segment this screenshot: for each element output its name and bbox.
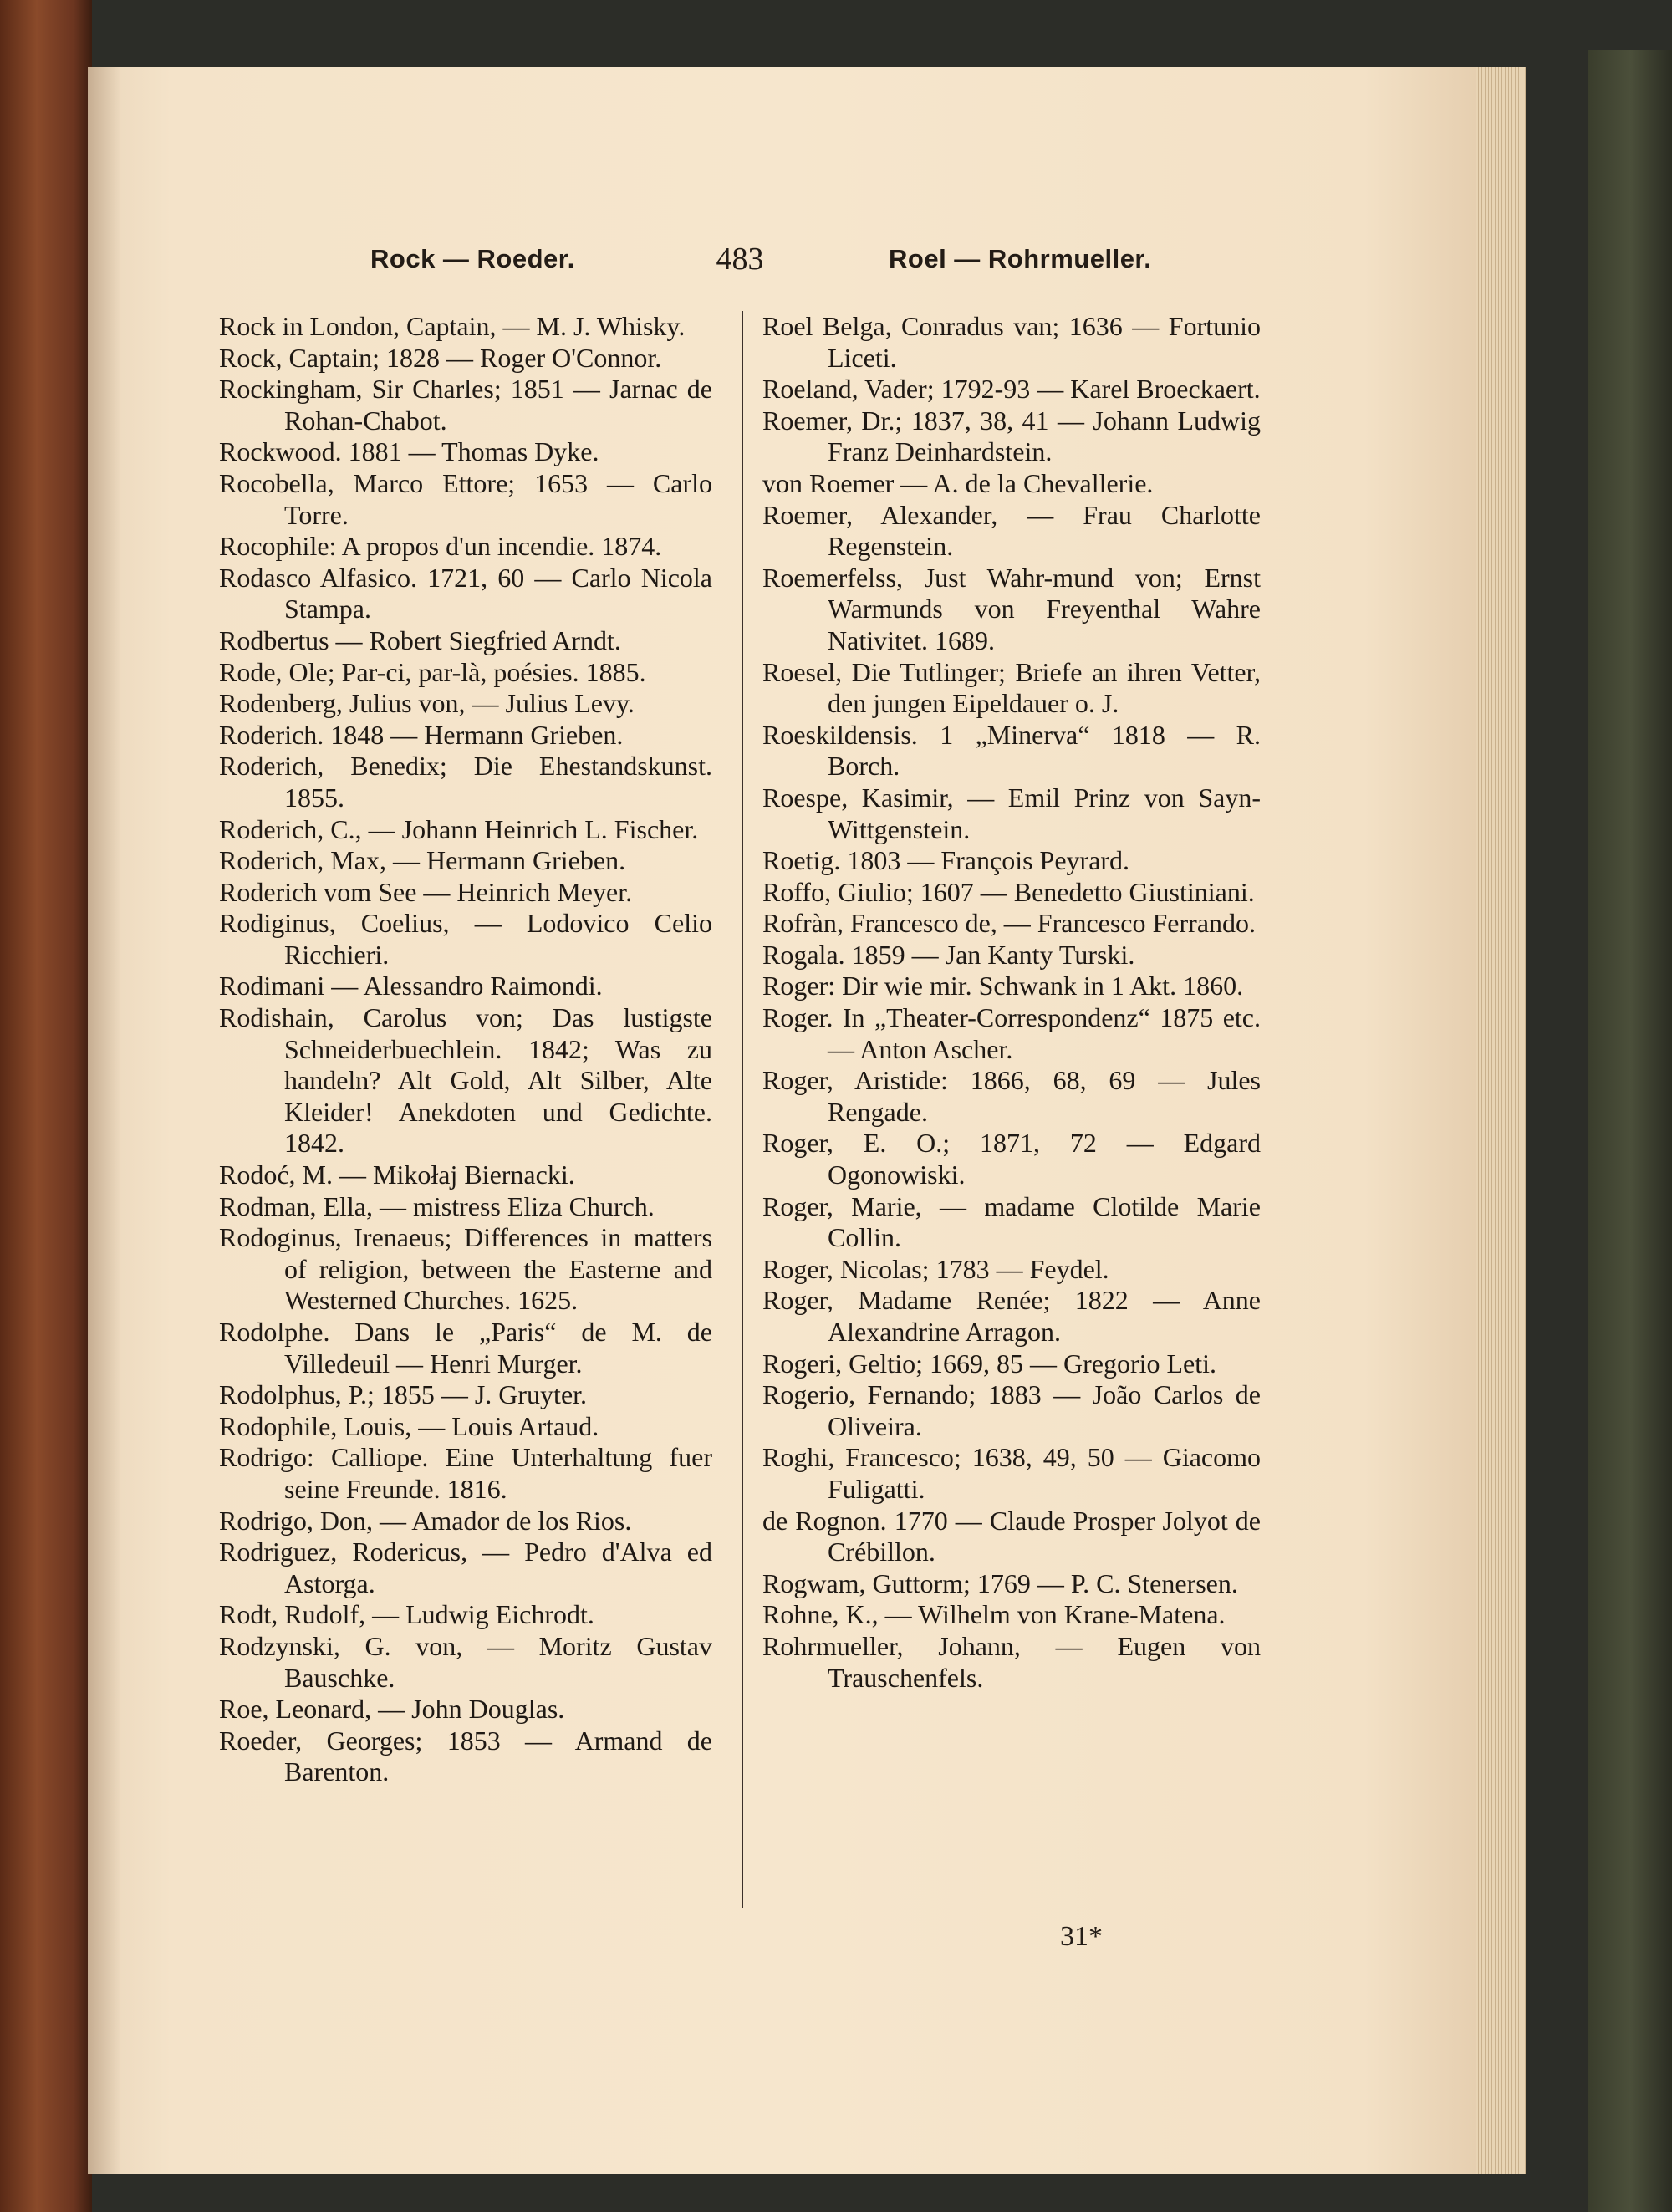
index-entry: Roghi, Francesco; 1638, 49, 50 — Giacomo Fuligatti.: [762, 1442, 1261, 1504]
gutter-shadow: [88, 67, 121, 2174]
index-entry: Rodt, Rudolf, — Ludwig Eichrodt.: [219, 1599, 594, 1630]
index-entry: Roger, Aristide: 1866, 68, 69 — Jules Rengade.: [762, 1065, 1261, 1127]
book-binding-left: [0, 0, 92, 2212]
index-entry: Roel Belga, Conradus van; 1636 — Fortunio Liceti.: [762, 311, 1261, 373]
running-head-right: Roel — Rohrmueller.: [889, 244, 1152, 273]
index-entry: Rode, Ole; Par-ci, par-là, poésies. 1885.: [219, 656, 646, 687]
index-entry: Rodriguez, Rodericus, — Pedro d'Alva ed Astorga.: [219, 1537, 712, 1598]
index-entry: Rocophile: A propos d'un incendie. 1874.: [219, 531, 662, 562]
index-entry: Rodman, Ella, — mistress Eliza Church.: [219, 1190, 655, 1221]
index-entry: Roeland, Vader; 1792-93 — Karel Broeckaert.: [762, 374, 1261, 405]
index-entry: Roderich vom See — Heinrich Meyer.: [219, 876, 633, 907]
index-entry: Roe, Leonard, — John Douglas.: [219, 1694, 565, 1725]
index-entry: Rodophile, Louis, — Louis Artaud.: [219, 1410, 599, 1441]
index-entry: Roffo, Giulio; 1607 — Benedetto Giustiniani.: [762, 876, 1255, 907]
index-entry: Rodiginus, Coelius, — Lodovico Celio Ricchieri.: [219, 908, 712, 970]
index-entry: Rock, Captain; 1828 — Roger O'Connor.: [219, 342, 662, 373]
index-entry: Rodolphus, P.; 1855 — J. Gruyter.: [219, 1379, 588, 1410]
index-entry: Rodenberg, Julius von, — Julius Levy.: [219, 688, 635, 719]
index-entry: Roderich, Max, — Hermann Grieben.: [219, 845, 626, 876]
left-column: [219, 311, 712, 1788]
index-entry: Roderich. 1848 — Hermann Grieben.: [219, 719, 624, 750]
index-entry: von Roemer — A. de la Chevallerie.: [762, 467, 1154, 498]
index-entry: Roemer, Dr.; 1837, 38, 41 — Johann Ludwig Franz Deinhardstein.: [762, 405, 1261, 467]
index-entry: Rodishain, Carolus von; Das lustigste Schneiderbuechlein. 1842; Was zu handeln? Alt Gold, Alt Silber, Alte Kleider! Anekdoten und Gedichte. 1842.: [219, 1002, 712, 1159]
index-entry: Roemerfelss, Just Wahr-mund von; Ernst Warmunds von Freyenthal Wahre Nativitet. 1689.: [762, 562, 1261, 655]
index-entry: Roesel, Die Tutlinger; Briefe an ihren Vetter, den jungen Eipeldauer o. J.: [762, 656, 1261, 719]
index-entry: de Rognon. 1770 — Claude Prosper Jolyot de Crébillon.: [762, 1505, 1261, 1567]
index-entry: Rohrmueller, Johann, — Eugen von Trauschenfels.: [762, 1630, 1261, 1693]
index-entry: Roetig. 1803 — François Peyrard.: [762, 845, 1130, 876]
index-entry: Rockingham, Sir Charles; 1851 — Jarnac de Rohan-Chabot.: [219, 374, 712, 436]
index-entry: Rodrigo, Don, — Amador de los Rios.: [219, 1505, 632, 1536]
index-entry: Rodrigo: Calliope. Eine Unterhaltung fuer seine Freunde. 1816.: [219, 1442, 712, 1504]
index-entry: Rodolphe. Dans le „Paris“ de M. de Villedeuil — Henri Murger.: [219, 1317, 712, 1379]
index-entry: Roger. In „Theater-Correspondenz“ 1875 etc. — Anton Ascher.: [762, 1002, 1261, 1064]
index-entry: Roger, Marie, — madame Clotilde Marie Collin.: [762, 1190, 1261, 1253]
index-entry: Roeder, Georges; 1853 — Armand de Barenton.: [219, 1725, 712, 1787]
book-cover-right: [1588, 50, 1672, 2212]
index-entry: Rogwam, Guttorm; 1769 — P. C. Stenersen.: [762, 1567, 1238, 1598]
signature-mark: 31*: [1060, 1921, 1103, 1952]
index-entry: Rodimani — Alessandro Raimondi.: [219, 971, 603, 1002]
column-rule: [742, 311, 743, 1908]
page-edges: [1476, 67, 1526, 2174]
index-entry: Roger, Nicolas; 1783 — Feydel.: [762, 1253, 1109, 1284]
index-entry: Roger, Madame Renée; 1822 — Anne Alexandrine Arragon.: [762, 1285, 1261, 1347]
index-entry: Rohne, K., — Wilhelm von Krane-Matena.: [762, 1599, 1226, 1630]
index-entry: Roger: Dir wie mir. Schwank in 1 Akt. 1860.: [762, 971, 1244, 1002]
index-entry: Roespe, Kasimir, — Emil Prinz von Sayn-Wittgenstein.: [762, 782, 1261, 844]
index-entry: Rodasco Alfasico. 1721, 60 — Carlo Nicola Stampa.: [219, 562, 712, 624]
index-entry: Rodzynski, G. von, — Moritz Gustav Bauschke.: [219, 1630, 712, 1693]
index-entry: Roger, E. O.; 1871, 72 — Edgard Ogonowiski.: [762, 1128, 1261, 1190]
index-entry: Roemer, Alexander, — Frau Charlotte Regenstein.: [762, 499, 1261, 562]
index-entry: Rodbertus — Robert Siegfried Arndt.: [219, 624, 621, 655]
index-entry: Rogala. 1859 — Jan Kanty Turski.: [762, 939, 1135, 970]
index-entry: Rock in London, Captain, — M. J. Whisky.: [219, 311, 686, 341]
index-entry: Rodoć, M. — Mikołaj Biernacki.: [219, 1160, 575, 1190]
index-entry: Roderich, Benedix; Die Ehestandskunst. 1855.: [219, 751, 712, 813]
index-entry: Roeskildensis. 1 „Minerva“ 1818 — R. Borch.: [762, 719, 1261, 782]
index-entry: Rogeri, Geltio; 1669, 85 — Gregorio Leti.: [762, 1348, 1217, 1379]
index-entry: Rofràn, Francesco de, — Francesco Ferrando.: [762, 908, 1257, 939]
index-entry: Rodoginus, Irenaeus; Differences in matters of religion, between the Easterne and Westerned Churches. 1625.: [219, 1222, 712, 1316]
page-number: 483: [716, 242, 764, 277]
running-head-left: Rock — Roeder.: [370, 244, 575, 273]
index-entry: Rockwood. 1881 — Thomas Dyke.: [219, 436, 599, 467]
index-entry: Roderich, C., — Johann Heinrich L. Fischer.: [219, 813, 699, 844]
index-entry: Rogerio, Fernando; 1883 — João Carlos de Oliveira.: [762, 1379, 1261, 1441]
index-entry: Rocobella, Marco Ettore; 1653 — Carlo Torre.: [219, 467, 712, 530]
right-column: [762, 311, 1261, 1694]
